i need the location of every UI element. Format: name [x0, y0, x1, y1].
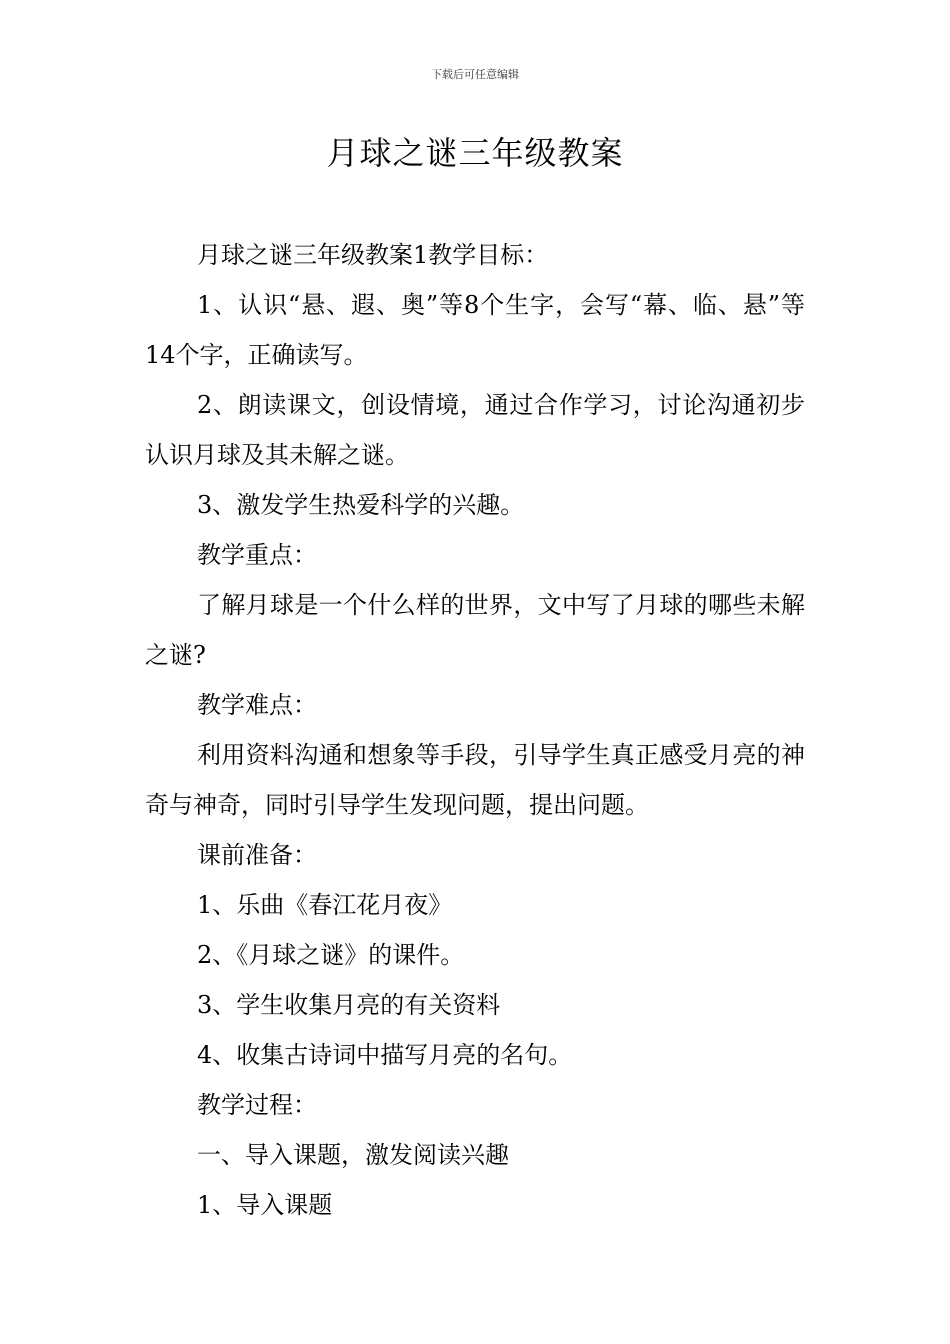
paragraph-objective-2: 2、朗读课文，创设情境，通过合作学习，讨论沟通初步认识月球及其未解之谜。	[145, 391, 805, 469]
paragraph-difficulties: 利用资料沟通和想象等手段，引导学生真正感受月亮的神奇与神奇，同时引导学生发现问题，提出问题。	[145, 741, 805, 819]
header-note: 下载后可任意编辑	[431, 68, 519, 81]
document-title: 月球之谜三年级教案	[326, 134, 624, 172]
paragraph-process-heading: 教学过程：	[197, 1091, 317, 1119]
paragraph-preparation-1: 1、乐曲《春江花月夜》	[197, 891, 453, 919]
paragraph-preparation-4: 4、收集古诗词中描写月亮的名句。	[197, 1041, 573, 1069]
paragraph-preparation-3: 3、学生收集月亮的有关资料	[197, 991, 501, 1019]
document-body	[145, 230, 805, 1230]
paragraph-difficulties-heading: 教学难点：	[197, 691, 317, 719]
paragraph-lesson-objectives: 月球之谜三年级教案1教学目标：	[197, 241, 549, 269]
paragraph-preparation-heading: 课前准备：	[197, 841, 317, 869]
paragraph-objective-1: 1、认识“悬、遐、奥”等8个生字，会写“幕、临、悬”等14个字，正确读写。	[145, 291, 805, 369]
paragraph-process-substep-1: 1、导入课题	[197, 1191, 333, 1219]
paragraph-preparation-2: 2、《月球之谜》的课件。	[197, 941, 465, 969]
paragraph-key-points: 了解月球是一个什么样的世界，文中写了月球的哪些未解之谜?	[145, 591, 805, 669]
paragraph-key-points-heading: 教学重点：	[197, 541, 317, 569]
paragraph-objective-3: 3、激发学生热爱科学的兴趣。	[197, 491, 525, 519]
paragraph-process-step-1: 一、导入课题，激发阅读兴趣	[197, 1141, 509, 1169]
